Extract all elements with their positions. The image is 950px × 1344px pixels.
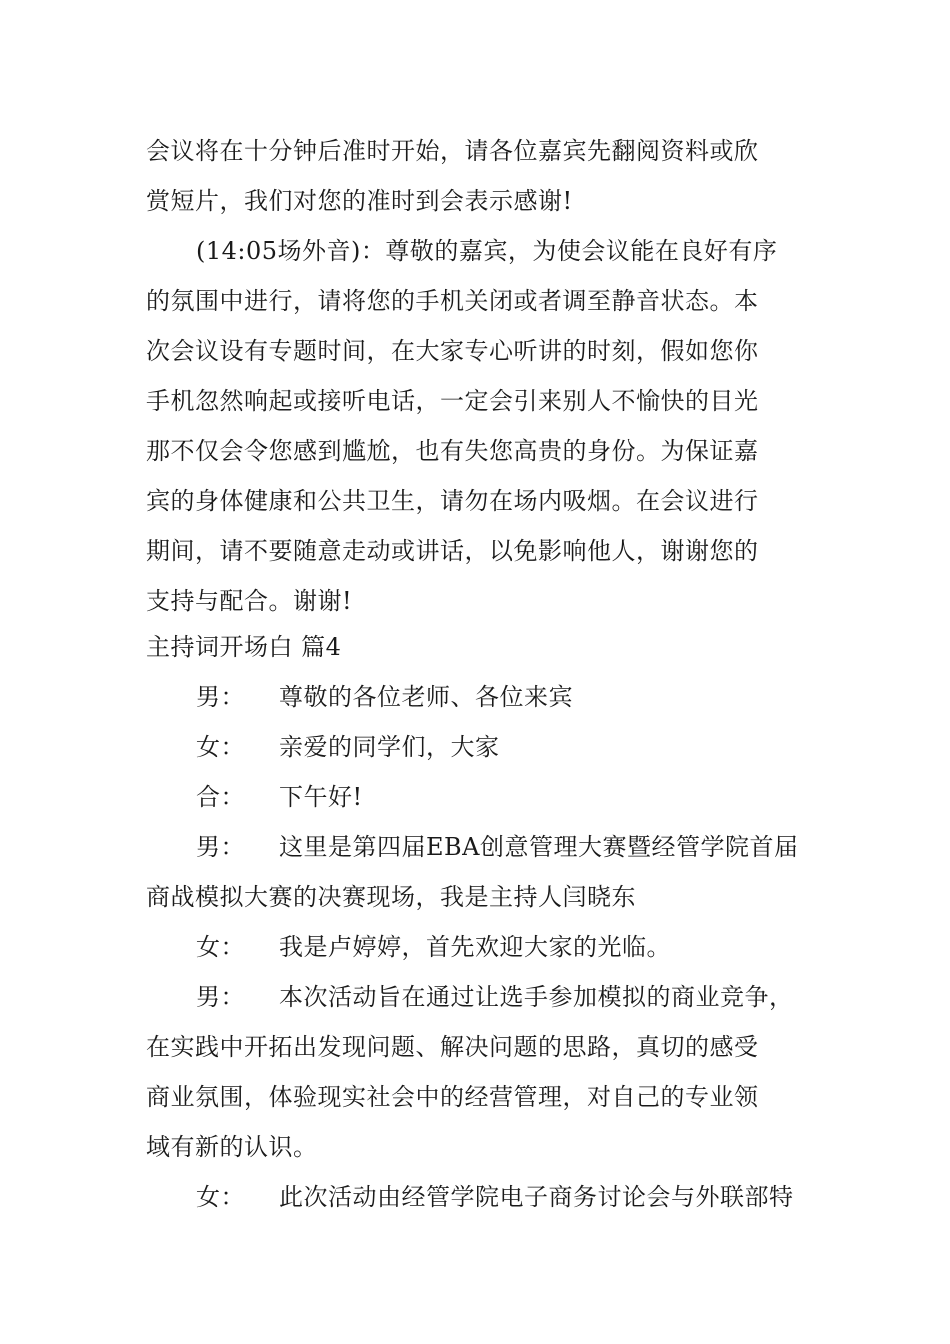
dialogue-text: 本次活动旨在通过让选手参加模拟的商业竞争， — [279, 983, 794, 1011]
dialogue-text: 下午好! — [279, 783, 363, 811]
speaker-label: 女： — [196, 1183, 245, 1211]
paragraph-2-line-5: 那不仅会令您感到尴尬，也有失您高贵的身份。为保证嘉 — [146, 437, 759, 465]
dialogue-line — [196, 832, 868, 862]
speaker-label: 合： — [196, 783, 245, 811]
dialogue-line — [196, 982, 868, 1012]
paragraph-2-line-8: 支持与配合。谢谢! — [146, 587, 353, 615]
paragraph-1-line-2: 赏短片，我们对您的准时到会表示感谢! — [146, 187, 573, 215]
speaker-label: 女： — [196, 733, 245, 761]
dialogue-continuation: 商业氛围，体验现实社会中的经营管理，对自己的专业领 — [146, 1083, 759, 1111]
dialogue-line — [196, 682, 868, 712]
paragraph-2-line-2: 的氛围中进行，请将您的手机关闭或者调至静音状态。本 — [146, 287, 759, 315]
dialogue-text: 尊敬的各位老师、各位来宾 — [279, 683, 573, 711]
section-heading: 主持词开场白 篇4 — [146, 633, 342, 661]
paragraph-2-line-1: (14:05场外音)：尊敬的嘉宾，为使会议能在良好有序 — [196, 237, 778, 265]
dialogue-text: 我是卢婷婷，首先欢迎大家的光临。 — [279, 933, 671, 961]
paragraph-2-line-7: 期间，请不要随意走动或讲话，以免影响他人，谢谢您的 — [146, 537, 759, 565]
dialogue-text: 此次活动由经管学院电子商务讨论会与外联部特 — [279, 1183, 794, 1211]
paragraph-2-line-3: 次会议设有专题时间，在大家专心听讲的时刻，假如您你 — [146, 337, 759, 365]
dialogue-continuation: 在实践中开拓出发现问题、解决问题的思路，真切的感受 — [146, 1033, 759, 1061]
dialogue-line — [196, 732, 868, 762]
dialogue-continuation: 域有新的认识。 — [146, 1133, 318, 1161]
dialogue-continuation: 商战模拟大赛的决赛现场，我是主持人闫晓东 — [146, 883, 636, 911]
dialogue-line — [196, 932, 868, 962]
paragraph-2-line-6: 宾的身体健康和公共卫生，请勿在场内吸烟。在会议进行 — [146, 487, 759, 515]
paragraph-2-line-4: 手机忽然响起或接听电话，一定会引来别人不愉快的目光 — [146, 387, 759, 415]
dialogue-line — [196, 782, 868, 812]
paragraph-1-line-1: 会议将在十分钟后准时开始，请各位嘉宾先翻阅资料或欣 — [146, 137, 759, 165]
dialogue-text: 亲爱的同学们，大家 — [279, 733, 500, 761]
speaker-label: 男： — [196, 833, 245, 861]
dialogue-text: 这里是第四届EBA创意管理大赛暨经管学院首届 — [279, 833, 799, 861]
speaker-label: 男： — [196, 983, 245, 1011]
dialogue-line — [196, 1182, 868, 1212]
speaker-label: 女： — [196, 933, 245, 961]
speaker-label: 男： — [196, 683, 245, 711]
